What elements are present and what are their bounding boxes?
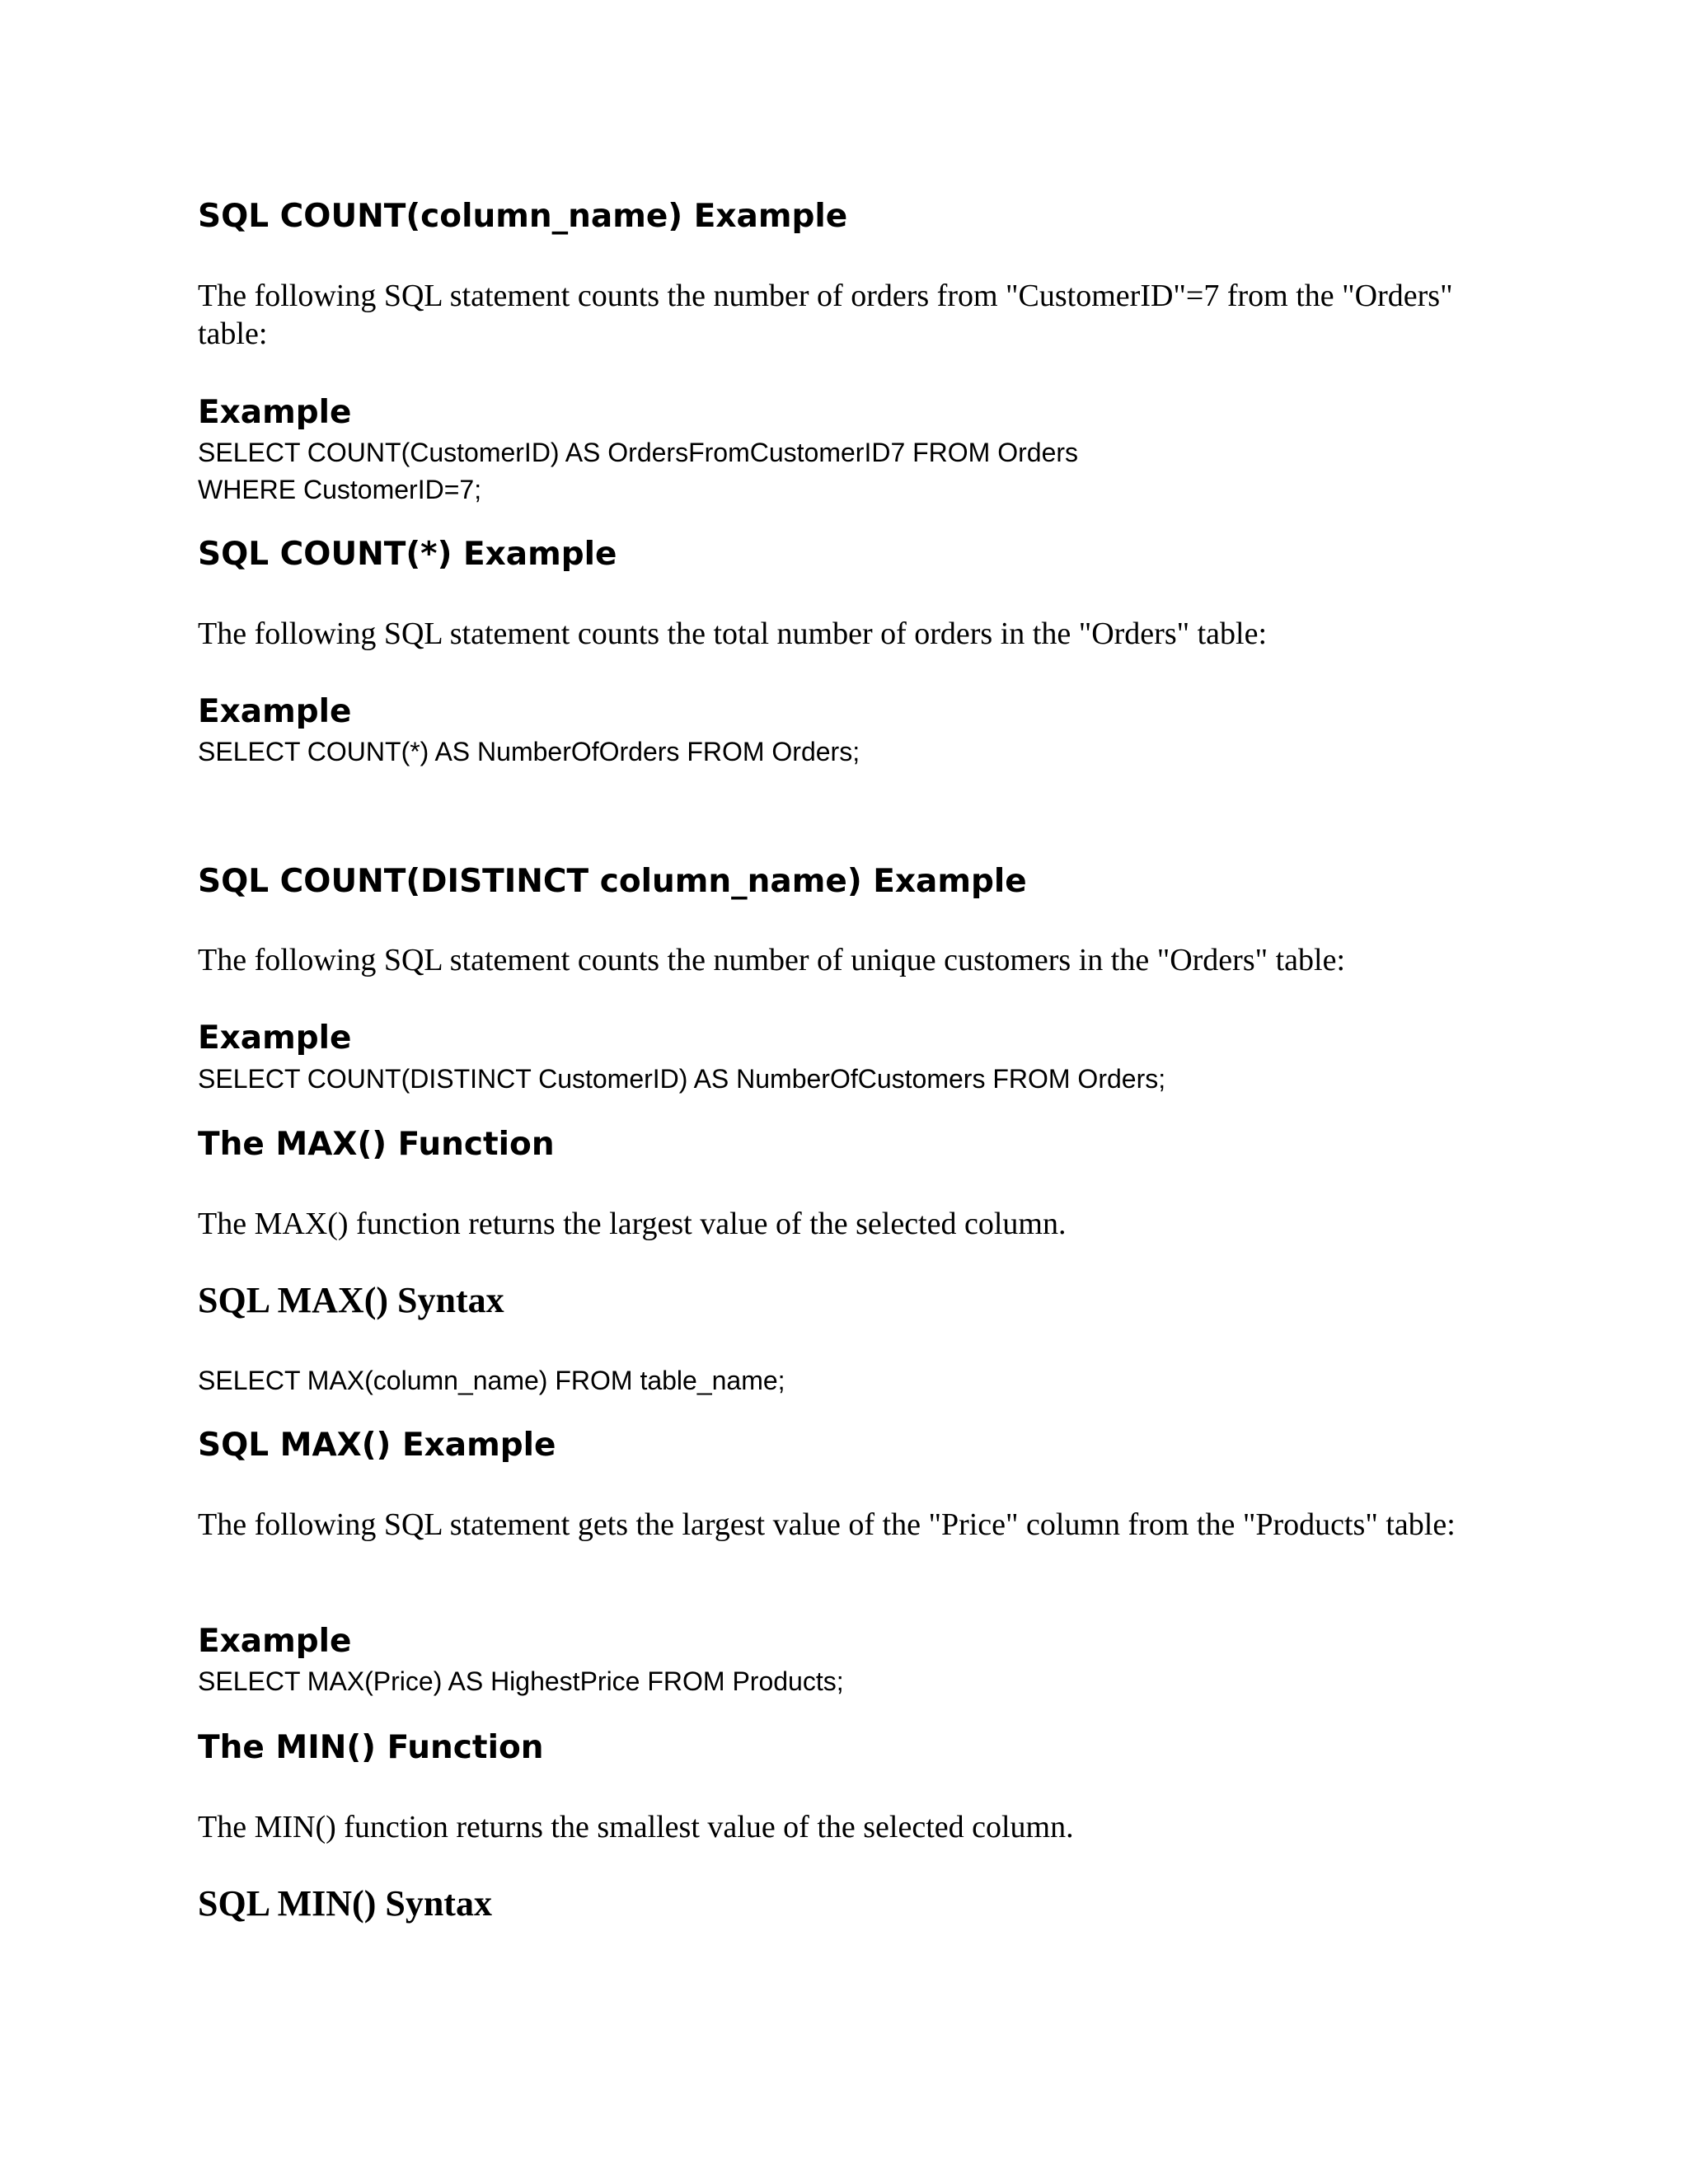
- paragraph-max-function: The MAX() function returns the largest value of the selected column.: [198, 1207, 1067, 1241]
- heading-min-function: The MIN() Function: [198, 1729, 544, 1766]
- example-label-count-column: Example: [198, 394, 352, 431]
- heading-max-syntax: SQL MAX() Syntax: [198, 1280, 504, 1320]
- code-count-star-line-1: SELECT COUNT(*) AS NumberOfOrders FROM Orders;: [198, 737, 860, 766]
- heading-max-example: SQL MAX() Example: [198, 1427, 556, 1464]
- heading-count-distinct: SQL COUNT(DISTINCT column_name) Example: [198, 863, 1027, 900]
- code-count-distinct-line-1: SELECT COUNT(DISTINCT CustomerID) AS NumberOfCustomers FROM Orders;: [198, 1064, 1166, 1094]
- code-count-column-line-2: WHERE CustomerID=7;: [198, 475, 482, 504]
- paragraph-min-function: The MIN() function returns the smallest value of the selected column.: [198, 1810, 1074, 1844]
- code-max-example-line-1: SELECT MAX(Price) AS HighestPrice FROM Products;: [198, 1666, 844, 1696]
- example-label-max-example: Example: [198, 1623, 352, 1660]
- paragraph-count-distinct: The following SQL statement counts the number of unique customers in the "Orders" table:: [198, 943, 1346, 977]
- example-label-count-distinct: Example: [198, 1019, 352, 1057]
- heading-count-star: SQL COUNT(*) Example: [198, 536, 617, 573]
- paragraph-count-star: The following SQL statement counts the total number of orders in the "Orders" table:: [198, 616, 1268, 651]
- code-count-column-line-1: SELECT COUNT(CustomerID) AS OrdersFromCustomerID7 FROM Orders: [198, 438, 1079, 467]
- paragraph-count-column: The following SQL statement counts the number of orders from "CustomerID"=7 from the "Orders" table:: [198, 279, 1453, 351]
- heading-min-syntax: SQL MIN() Syntax: [198, 1883, 492, 1924]
- code-max-syntax-line-1: SELECT MAX(column_name) FROM table_name;: [198, 1366, 785, 1395]
- heading-max-function: The MAX() Function: [198, 1126, 555, 1163]
- heading-count-column: SQL COUNT(column_name) Example: [198, 198, 848, 235]
- paragraph-max-example: The following SQL statement gets the largest value of the "Price" column from the "Products" table:: [198, 1507, 1456, 1542]
- example-label-count-star: Example: [198, 693, 352, 730]
